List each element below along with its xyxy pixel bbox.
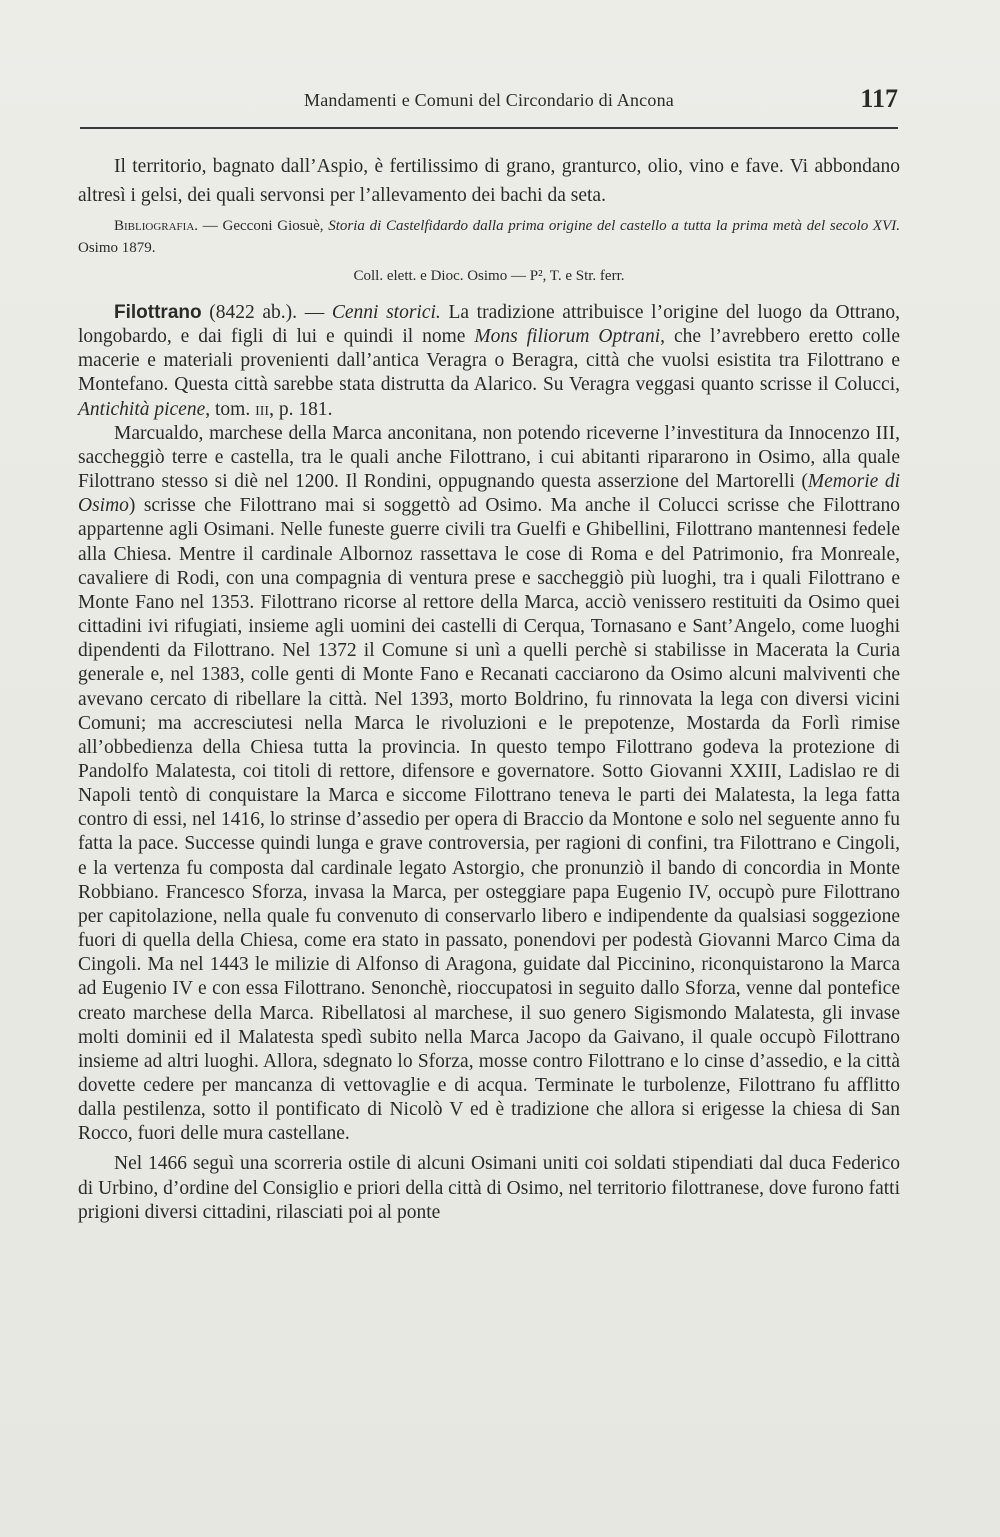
entry-paragraph-1 [78,301,900,422]
latin-name: Mons filiorum Optrani [474,326,661,348]
cited-work: Antichità picene [78,398,206,420]
header-rule [80,127,898,129]
entry-text: ) scrisse che Filottrano mai si soggettò ad Osimo. Ma anche il Colucci scrisse che Filottrano appartenne agli Osimani. Nelle funeste guerre civili tra Guelfi e Ghibellini, Filottrano mantennesi fedele alla Chiesa. Mentre il cardinale Albornoz rassettava le cose di Roma e del Patrimonio, fra Monreale, cavaliere di Rodi, con una compagnia di ventura prese e saccheggiò più luoghi, tra i quali Filottrano e Monte Fano nel 1353. Filottrano ricorse al rettore della Marca, acciò venissero restituiti da Osimo quei cittadini ivi rifugiati, insieme agli uomini dei castelli di Cerqua, Tornasano e Sant’Angelo, come luoghi dipendenti da Filottrano. Nel 1372 il Comune si unì a quelli perchè si stabilisse in Macerata la Curia generale e, nel 1383, colle genti di Monte Fano e Recanati cacciarono da Osimo alcuni malviventi che avevano cercato di ribellare la città. Nel 1393, morto Boldrino, fu rinnovata la lega con diversi vicini Comuni; ma accresciutesi nella Marca le rivoluzioni e le prepotenze, Mostarda da Forlì rimise all’obbedienza della Chiesa tutta la provincia. In questo tempo Filottrano godeva la protezione di Pandolfo Malatesta, coi titoli di rettore, difensore e governatore. Sotto Giovanni XXIII, Ladislao re di Napoli tentò di conquistare la Marca e siccome Filottrano teneva le parti dei Malatesta, la lega fatta contro di essi, nel 1416, lo strinse d’assedio per opera di Braccio da Montone e solo nel seguente anno fu fatta la pace. Successe quindi lunga e grave controversia, per ragioni di confini, tra Filottrano e Cingoli, e la vertenza fu composta dal cardinale legato Astorgio, che pronunziò il bando di concordia in Monte Robbiano. Francesco Sforza, invasa la Marca, per osteggiare papa Eugenio IV, occupò pure Filottrano per capitolazione, nella quale fu convenuto di conservarlo libero e indipendente da qualsiasi soggezione fuori di quella della Chiesa, come era stato in passato, ponendovi per podestà Giovanni Marco Cima da Cingoli. Ma nel 1443 le milizie di Alfonso di Aragona, guidate dal Piccinino, riconquistarono la Marca ad Eugenio IV e con essa Filottrano. Senonchè, rioccupatosi in seguito dallo Sforza, venne dal pontefice creato marchese della Marca. Ribellatosi al marchese, il suo genero Sigismondo Malatesta, gli invase molti dominii ed il Malatesta spedì subito nella Marca Jacopo da Gaivano, il quale occupò Filottrano insieme ad altri luoghi. Allora, sdegnato lo Sforza, mosse contro Filottrano e lo cinse d’assedio, e la città dovette cedere per mancanza di vettovaglie e di acqua. Terminate le turbolenze, Filottrano fu afflitto dalla pestilenza, sotto il pontificato di Nicolò V ed è tradizione che allora si erigesse la chiesa di San Rocco, fuori delle mura castellane. [78,495,900,1145]
entry-text: , p. 181. [269,398,333,420]
running-title: Mandamenti e Comuni del Circondario di Ancona [304,90,674,110]
bibliography-title: Storia di Castelfidardo dalla prima origine del castello a tutta la prima metà del secolo XVI. [328,218,900,234]
entry-text: , tom. [205,398,256,420]
bibliography [78,215,900,259]
entry-text: La tradizione attribuisce l’origine del luogo da Ottrano, longobardo, e dai figli di lui e quindi il nome [78,302,900,348]
cited-work: Memorie di Osimo [78,471,901,517]
page-body [78,152,900,1225]
bibliography-publication: Osimo 1879. [78,240,156,256]
page-header [80,84,898,124]
entry-name: Filottrano [114,302,202,323]
bibliography-separator: . — [194,218,223,234]
entry-paragraph-3: Nel 1466 seguì una scorreria ostile di alcuni Osimani uniti coi soldati stipendiati dal duca Federico di Urbino, d’ordine del Consiglio e priori della città di Osimo, nel territorio filottranese, dove furono fatti prigioni diversi cittadini, rilasciati poi al ponte [78,1153,900,1223]
entry-text: Marcualdo, marchese della Marca anconitana, non potendo riceverne l’investitura da Innocenzo III, saccheggiò terre e castella, tra le quali anche Filottrano, i cui abitanti ripararono in Osimo, alla quale Filottrano stesso si diè nel 1200. Il Rondini, oppugnando questa asserzione del Martorelli ( [78,422,900,493]
bibliography-author: Gecconi Giosuè, [222,218,329,234]
section-title: Cenni storici. [331,302,441,323]
entry-text: , che l’avrebbero eretto colle macerie e materiali provenienti dall’antica Veragra o Beragra, città che vuolsi esistita tra Filottrano e Montefano. Questa città sarebbe stata distrutta da Alarico. Su Veragra veggasi quanto scrisse il Colucci, [78,326,900,396]
volume-number: iii [255,398,270,420]
page-number: 117 [860,84,898,113]
collegio-line: Coll. elett. e Dioc. Osimo — P², T. e Str. ferr. [353,268,625,284]
entry-paragraph-2 [78,422,900,1147]
bibliography-label: Bibliografia [114,218,195,234]
entry-population: (8422 ab.). — [201,302,332,323]
intro-paragraph: Il territorio, bagnato dall’Aspio, è fertilissimo di grano, granturco, olio, vino e fave. Vi abbondano altresì i gelsi, dei quali servonsi per l’allevamento dei bachi da seta. [78,156,900,206]
